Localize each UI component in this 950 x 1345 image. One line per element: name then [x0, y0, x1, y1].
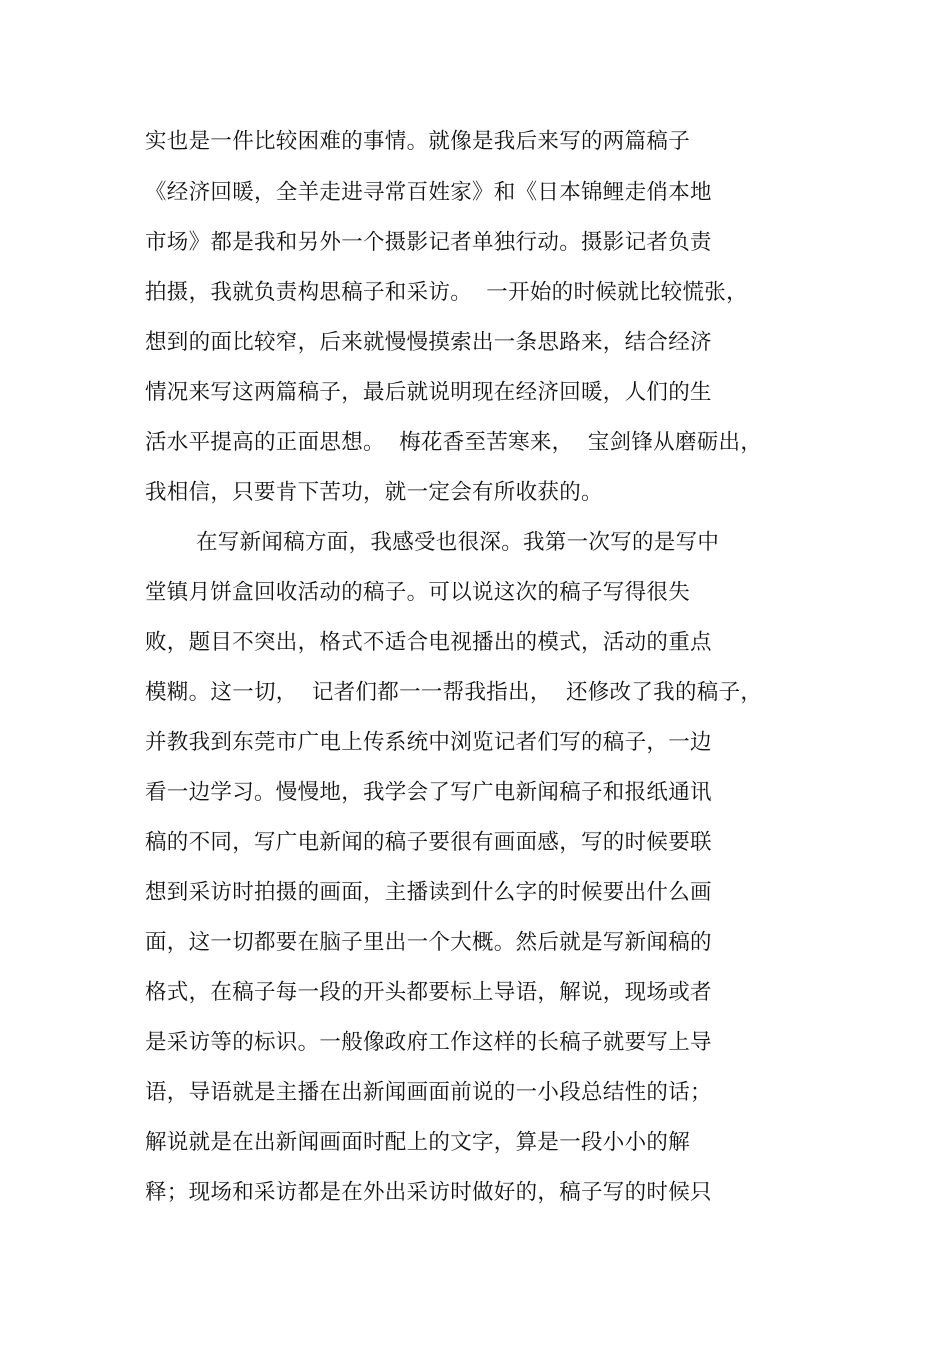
text-line: 败，题目不突出，格式不适合电视播出的模式，活动的重点 [145, 630, 712, 655]
text-line: 是采访等的标识。一般像政府工作这样的长稿子就要写上导 [145, 1030, 712, 1055]
text-line: 面，这一切都要在脑子里出一个大概。然后就是写新闻稿的 [145, 930, 712, 955]
text-line: 实也是一件比较困难的事情。就像是我后来写的两篇稿子 [145, 129, 691, 154]
text-line: 释；现场和采访都是在外出采访时做好的，稿子写的时候只 [145, 1180, 712, 1205]
text-line: 堂镇月饼盒回收活动的稿子。可以说这次的稿子写得很失 [145, 580, 691, 605]
text-line: 想到的面比较窄，后来就慢慢摸索出一条思路来，结合经济 [145, 330, 712, 355]
text-line: 解说就是在出新闻画面时配上的文字，算是一段小小的解 [145, 1130, 691, 1155]
text-line: 模糊。这一切， 记者们都一一帮我指出， 还修改了我的稿子， [145, 680, 763, 705]
text-line: 情况来写这两篇稿子，最后就说明现在经济回暖，人们的生 [145, 380, 712, 405]
text-line: 语，导语就是主播在出新闻画面前说的一小段总结性的话； [145, 1080, 712, 1105]
paragraph-first-line: 在写新闻稿方面，我感受也很深。我第一次写的是写中 [196, 530, 720, 555]
text-line: 并教我到东莞市广电上传系统中浏览记者们写的稿子，一边 [145, 730, 712, 755]
text-line: 我相信，只要肯下苦功，就一定会有所收获的。 [145, 480, 603, 505]
text-line: 《经济回暖，全羊走进寻常百姓家》和《日本锦鲤走俏本地 [145, 180, 712, 205]
text-line: 市场》都是我和另外一个摄影记者单独行动。摄影记者负责 [145, 230, 712, 255]
text-line: 活水平提高的正面思想。 梅花香至苦寒来， 宝剑锋从磨砺出， [145, 430, 763, 455]
text-line: 格式，在稿子每一段的开头都要标上导语，解说，现场或者 [145, 980, 712, 1005]
text-line: 稿的不同，写广电新闻的稿子要很有画面感，写的时候要联 [145, 830, 712, 855]
text-line: 看一边学习。慢慢地，我学会了写广电新闻稿子和报纸通讯 [145, 780, 712, 805]
text-line: 拍摄，我就负责构思稿子和采访。 一开始的时候就比较慌张， [145, 280, 748, 305]
text-line: 想到采访时拍摄的画面，主播读到什么字的时候要出什么画 [145, 880, 712, 905]
